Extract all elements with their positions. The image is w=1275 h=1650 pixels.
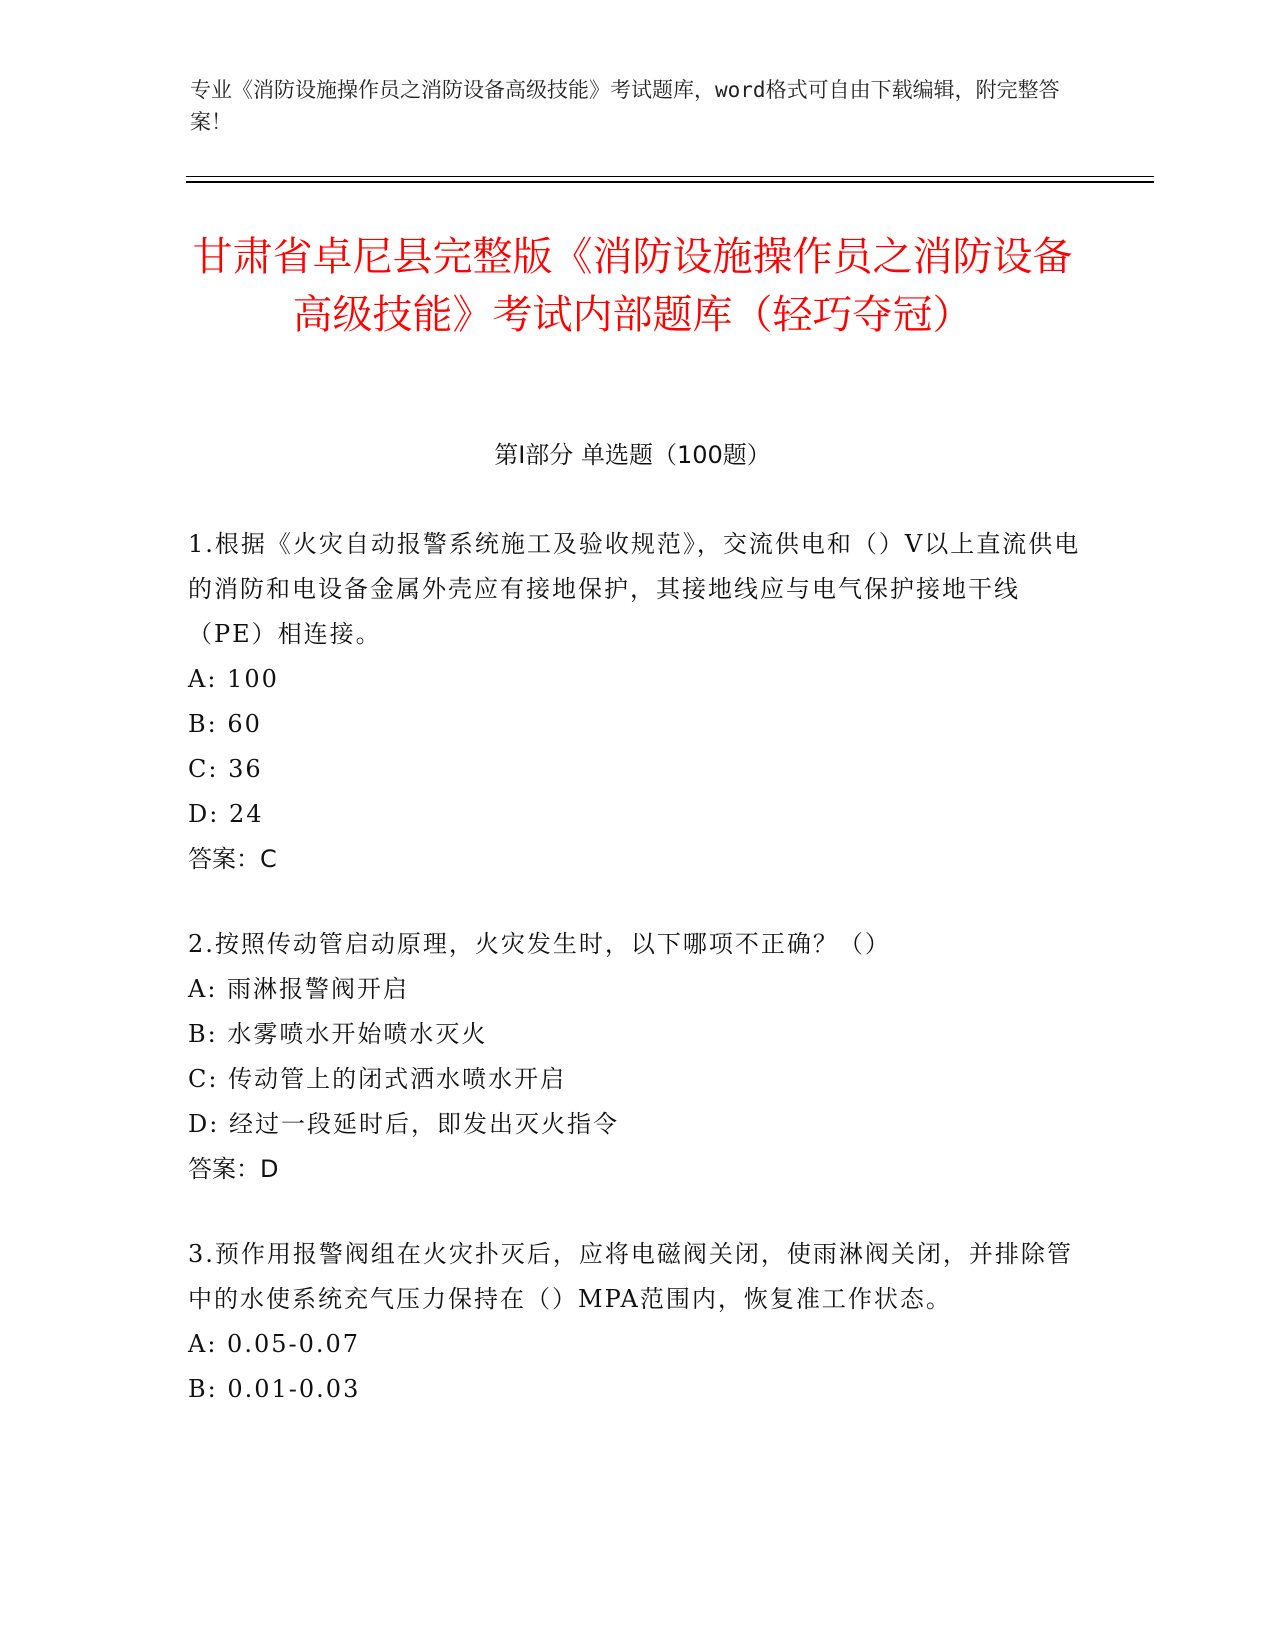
option-d: D: 24 [188, 800, 264, 828]
option-a: A: 100 [188, 665, 279, 693]
document-title: 甘肃省卓尼县完整版《消防设施操作员之消防设备高级技能》考试内部题库（轻巧夺冠） [192, 234, 1073, 338]
answer: 答案：D [188, 1155, 279, 1183]
question-stem: 1.根据《火灾自动报警系统施工及验收规范》，交流供电和（）V以上直流供电的消防和电设备金属外壳应有接地保护，其接地线应与电气保护接地干线（PE）相连接。 [188, 530, 1081, 648]
question-3 [188, 1232, 1088, 1412]
question-1 [188, 522, 1088, 882]
section-heading: 第Ⅰ部分 单选题（100题） [494, 441, 771, 469]
option-a: A: 雨淋报警阀开启 [188, 975, 410, 1003]
question-2 [188, 922, 1088, 1192]
question-stem: 2.按照传动管启动原理，火灾发生时，以下哪项不正确？（） [188, 930, 891, 958]
option-c: C: 传动管上的闭式洒水喷水开启 [188, 1065, 567, 1093]
question-stem: 3.预作用报警阀组在火灾扑灭后，应将电磁阀关闭，使雨淋阀关闭，并排除管中的水使系统充气压力保持在（）MPA范围内，恢复准工作状态。 [188, 1240, 1073, 1313]
option-a: A: 0.05-0.07 [188, 1330, 361, 1358]
option-c: C: 36 [188, 755, 263, 783]
header-divider-thick [186, 181, 1154, 183]
option-b: B: 60 [188, 710, 262, 738]
option-b: B: 0.01-0.03 [188, 1375, 361, 1403]
header-divider-thin [186, 176, 1154, 177]
option-b: B: 水雾喷水开始喷水灭火 [188, 1020, 488, 1048]
question-list [188, 522, 1088, 1452]
header-note: 专业《消防设施操作员之消防设备高级技能》考试题库，word格式可自由下载编辑，附完整答案！ [190, 78, 1060, 134]
answer: 答案：C [188, 845, 277, 873]
option-d: D: 经过一段延时后，即发出灭火指令 [188, 1110, 619, 1138]
